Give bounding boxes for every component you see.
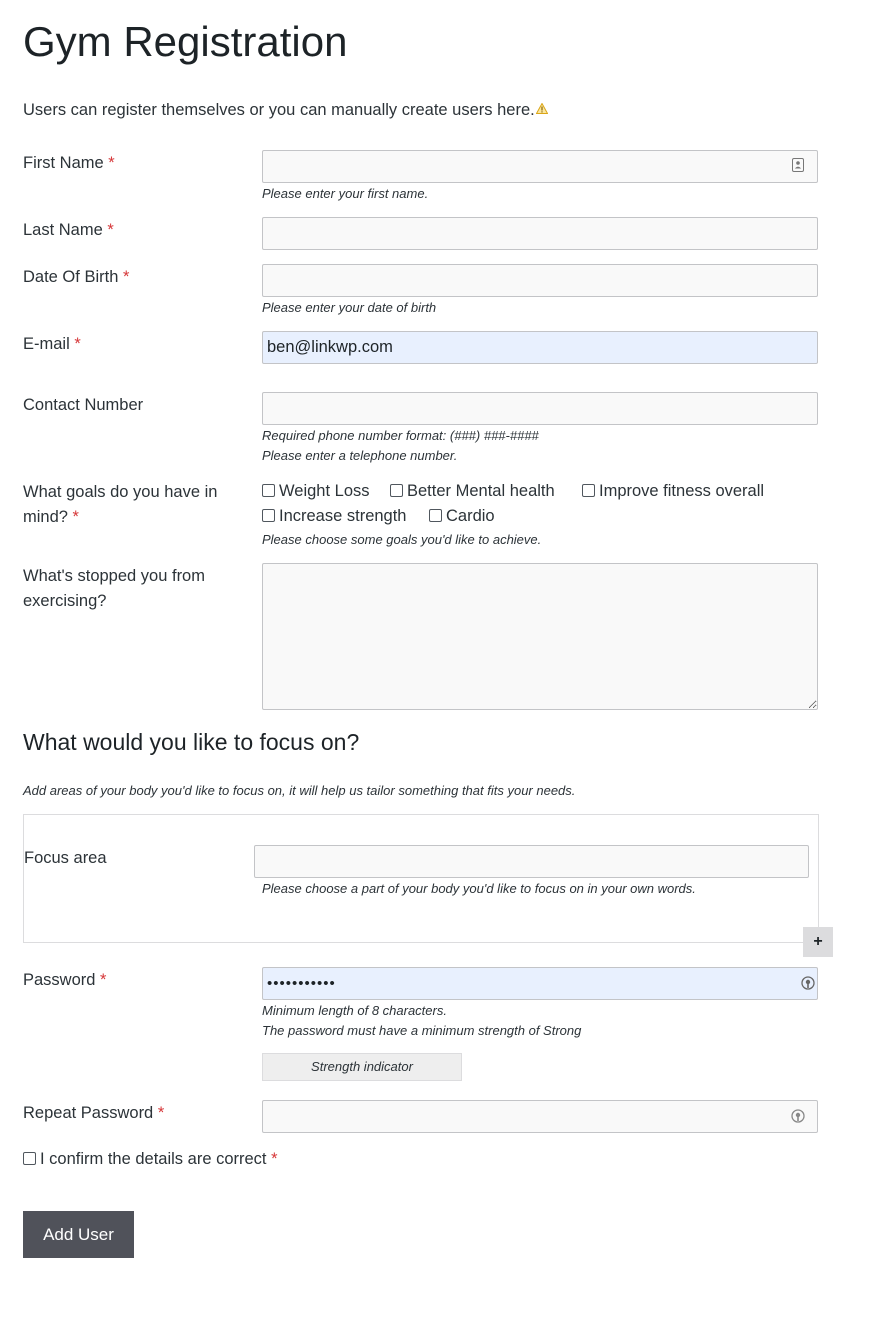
contact-number-label: Contact Number	[23, 396, 144, 414]
checkbox[interactable]	[582, 484, 595, 497]
stopped-textarea[interactable]	[262, 563, 818, 710]
page-title: Gym Registration	[23, 18, 348, 65]
focus-area-hint: Please choose a part of your body you'd like to focus on in your own words.	[262, 881, 696, 896]
goal-option-strength[interactable]: Increase strength	[262, 507, 407, 526]
intro-text: Users can register themselves or you can manually create users here.	[23, 101, 548, 120]
plus-icon: +	[813, 933, 823, 950]
password-length-hint: Minimum length of 8 characters.	[262, 1003, 447, 1018]
checkbox[interactable]	[429, 509, 442, 522]
confirm-details-checkbox[interactable]: I confirm the details are correct *	[23, 1150, 278, 1169]
checkbox[interactable]	[262, 484, 275, 497]
repeat-password-label: Repeat Password *	[23, 1104, 165, 1122]
last-name-input[interactable]	[262, 217, 818, 250]
add-focus-area-button[interactable]	[803, 927, 833, 957]
email-label: E-mail *	[23, 335, 81, 353]
password-strength-hint: The password must have a minimum strength of Strong	[262, 1023, 582, 1038]
goals-label: What goals do you have in mind? *	[23, 483, 218, 526]
goal-option-fitness[interactable]: Improve fitness overall	[582, 482, 764, 501]
contact-card-icon[interactable]	[791, 158, 805, 172]
dob-label: Date Of Birth *	[23, 268, 130, 286]
focus-area-label: Focus area	[24, 849, 107, 867]
add-user-button[interactable]: Add User	[23, 1211, 134, 1258]
first-name-hint: Please enter your first name.	[262, 186, 429, 201]
dob-hint: Please enter your date of birth	[262, 300, 437, 315]
first-name-input[interactable]	[262, 150, 818, 183]
contact-format-hint: Required phone number format: (###) ###-####	[262, 428, 539, 443]
focus-area-input[interactable]	[254, 845, 809, 878]
first-name-label: First Name *	[23, 154, 115, 172]
goal-option-mental-health[interactable]: Better Mental health	[390, 482, 555, 501]
focus-section-description: Add areas of your body you'd like to focus on, it will help us tailor something that fits your needs.	[23, 783, 576, 798]
dob-input[interactable]	[262, 264, 818, 297]
goal-option-weight-loss[interactable]: Weight Loss	[262, 482, 370, 501]
password-manager-icon[interactable]	[801, 976, 815, 990]
repeat-password-input[interactable]	[262, 1100, 818, 1133]
checkbox[interactable]	[23, 1152, 36, 1165]
stopped-label: What's stopped you from exercising?	[23, 567, 205, 610]
warning-icon	[536, 103, 548, 114]
contact-number-input[interactable]	[262, 392, 818, 425]
focus-section-heading: What would you like to focus on?	[23, 729, 360, 755]
last-name-label: Last Name *	[23, 221, 114, 239]
contact-hint: Please enter a telephone number.	[262, 448, 458, 463]
checkbox[interactable]	[390, 484, 403, 497]
password-manager-icon[interactable]	[791, 1109, 805, 1123]
strength-indicator: Strength indicator	[262, 1053, 462, 1081]
email-input[interactable]	[262, 331, 818, 364]
goals-hint: Please choose some goals you'd like to achieve.	[262, 532, 542, 547]
password-input[interactable]: •••••••••••	[262, 967, 818, 1000]
checkbox[interactable]	[262, 509, 275, 522]
password-label: Password *	[23, 971, 107, 989]
goal-option-cardio[interactable]: Cardio	[429, 507, 495, 526]
